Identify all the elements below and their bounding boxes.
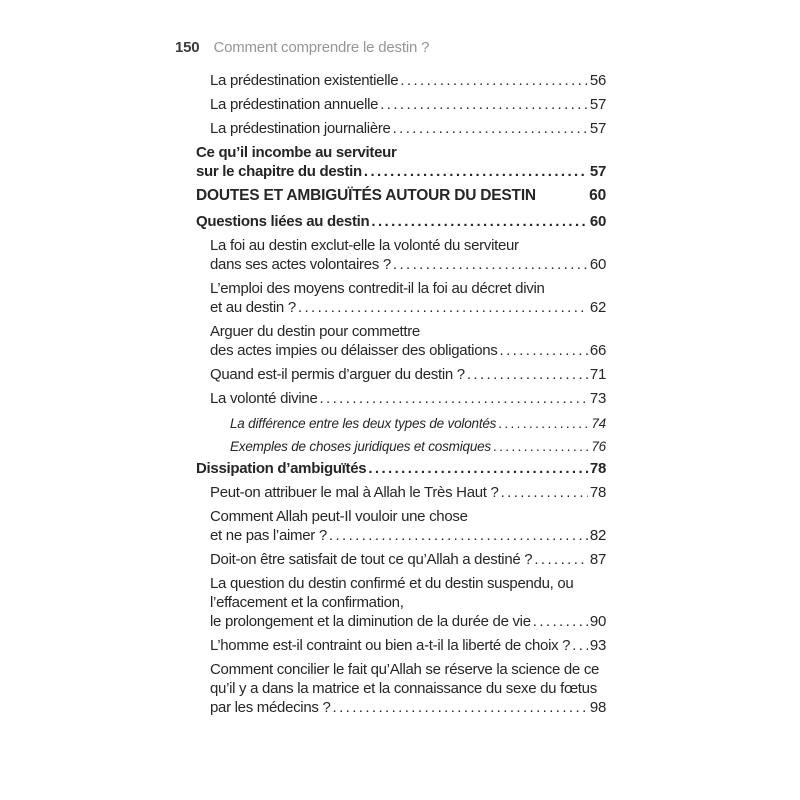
dot-leader [493,436,589,457]
toc-entry-page-number: 62 [589,299,606,316]
dot-leader [364,162,588,181]
toc-entry-row [230,413,606,434]
toc-entry-label: L’homme est-il contraint ou bien a-t-il la liberté de choix ? [210,637,571,654]
toc-entry-line: L’emploi des moyens contredit-il la foi au décret divin [210,280,545,297]
toc-entry-label: dans ses actes volontaires ? [210,256,391,273]
toc-entry-page-number: 60 [589,213,606,230]
toc-entry [196,236,606,274]
toc-entry-label: Quand est-il permis d’arguer du destin ? [210,366,465,383]
toc-entry-row [196,162,606,181]
toc-entry-row [210,365,606,384]
toc-entry-row [210,71,606,90]
dot-leader [371,212,588,231]
toc-entry-label: La prédestination annuelle [210,96,379,113]
toc-entry-page-number: 82 [589,527,606,544]
dot-leader [498,413,589,434]
toc-entry-row [210,550,606,569]
toc-entry [196,71,606,90]
toc-entry [196,636,606,655]
dot-leader [533,612,588,631]
running-title: Comment comprendre le destin ? [213,39,430,56]
dot-leader [534,550,588,569]
toc-entry-page-number: 78 [589,484,606,501]
toc-entry-label: Exemples de choses juridiques et cosmiques [230,439,491,454]
toc-entry-page-number: 87 [589,551,606,568]
toc-entry [196,143,606,181]
toc-entry-line: La foi au destin exclut-elle la volonté du serviteur [210,237,519,254]
dot-leader [333,698,588,717]
toc-entry-page-number: 56 [589,72,606,89]
toc-entry-page-number: 57 [589,120,606,137]
toc-entry-row [210,389,606,408]
toc-entry-row [210,698,606,717]
toc-entry [196,574,606,631]
toc-entry [196,660,606,717]
toc-entry-line: qu’il y a dans la matrice et la connaissance du sexe du fœtus [210,680,597,697]
toc-entry-label: et au destin ? [210,299,296,316]
toc-entry-label: des actes impies ou délaisser des obligations [210,342,498,359]
toc-entry-row [196,186,606,205]
toc-entry [196,389,606,408]
toc-entry-row [210,526,606,545]
table-of-contents [196,71,606,722]
toc-entry-label: La différence entre les deux types de volontés [230,416,497,431]
toc-entry-page-number: 78 [589,460,606,477]
toc-entry-label: sur le chapitre du destin [196,163,362,180]
dot-leader [393,119,588,138]
toc-entry [196,550,606,569]
dot-leader [319,389,587,408]
dot-leader [393,255,588,274]
toc-entry-row [210,95,606,114]
toc-entry [196,322,606,360]
toc-entry-line: Comment Allah peut-Il vouloir une chose [210,508,468,525]
toc-entry [196,365,606,384]
toc-entry-row [196,459,606,478]
toc-entry [196,95,606,114]
toc-entry-label: Questions liées au destin [196,213,370,230]
toc-entry-row [230,436,606,457]
toc-entry [196,459,606,478]
dot-leader [298,298,588,317]
toc-entry-page-number: 66 [589,342,606,359]
toc-entry-row [210,483,606,502]
toc-entry [196,119,606,138]
toc-entry [196,186,606,205]
page-header [175,39,429,56]
toc-entry [196,413,606,434]
toc-entry-label: et ne pas l’aimer ? [210,527,327,544]
toc-entry [196,507,606,545]
dot-leader [501,483,588,502]
dot-leader [380,95,588,114]
toc-entry-row [210,612,606,631]
toc-entry-line: Comment concilier le fait qu’Allah se réserve la science de ce [210,661,600,678]
toc-entry-page-number: 98 [589,699,606,716]
toc-entry-page-number: 90 [589,613,606,630]
toc-entry-label: La volonté divine [210,390,318,407]
dot-leader [572,636,588,655]
toc-entry-page-number: 74 [591,416,606,431]
dot-leader [368,459,588,478]
toc-entry-page-number: 73 [589,390,606,407]
toc-entry-label: Peut-on attribuer le mal à Allah le Très Haut ? [210,484,499,501]
toc-entry [196,279,606,317]
dot-leader [467,365,588,384]
toc-entry-label: La prédestination existentielle [210,72,399,89]
toc-entry-page-number: 60 [589,187,606,204]
toc-entry-page-number: 93 [589,637,606,654]
toc-entry-page-number: 76 [591,439,606,454]
toc-entry [196,212,606,231]
toc-entry-page-number: 57 [589,163,606,180]
toc-entry-label: La prédestination journalière [210,120,391,137]
toc-entry-row [196,212,606,231]
toc-entry-page-number: 71 [589,366,606,383]
toc-entry-row [210,298,606,317]
toc-entry-row [210,119,606,138]
toc-entry-label: par les médecins ? [210,699,331,716]
toc-entry-page-number: 60 [589,256,606,273]
toc-entry-row [210,341,606,360]
toc-entry-row [210,255,606,274]
toc-entry-page-number: 57 [589,96,606,113]
dot-leader [400,71,588,90]
toc-entry-label: DOUTES ET AMBIGUÏTÉS AUTOUR DU DESTIN [196,187,536,204]
toc-entry-line: La question du destin confirmé et du destin suspendu, ou [210,575,574,592]
toc-entry-line: l’effacement et la confirmation, [210,594,404,611]
toc-entry [196,483,606,502]
toc-entry [196,436,606,457]
folio-page-number: 150 [175,39,200,56]
toc-entry-label: Doit-on être satisfait de tout ce qu’Allah a destiné ? [210,551,533,568]
toc-entry-line: Ce qu’il incombe au serviteur [196,144,397,161]
dot-leader [329,526,588,545]
toc-entry-row [210,636,606,655]
toc-entry-line: Arguer du destin pour commettre [210,323,420,340]
dot-leader [500,341,588,360]
toc-entry-label: le prolongement et la diminution de la durée de vie [210,613,531,630]
toc-entry-label: Dissipation d’ambiguïtés [196,460,367,477]
